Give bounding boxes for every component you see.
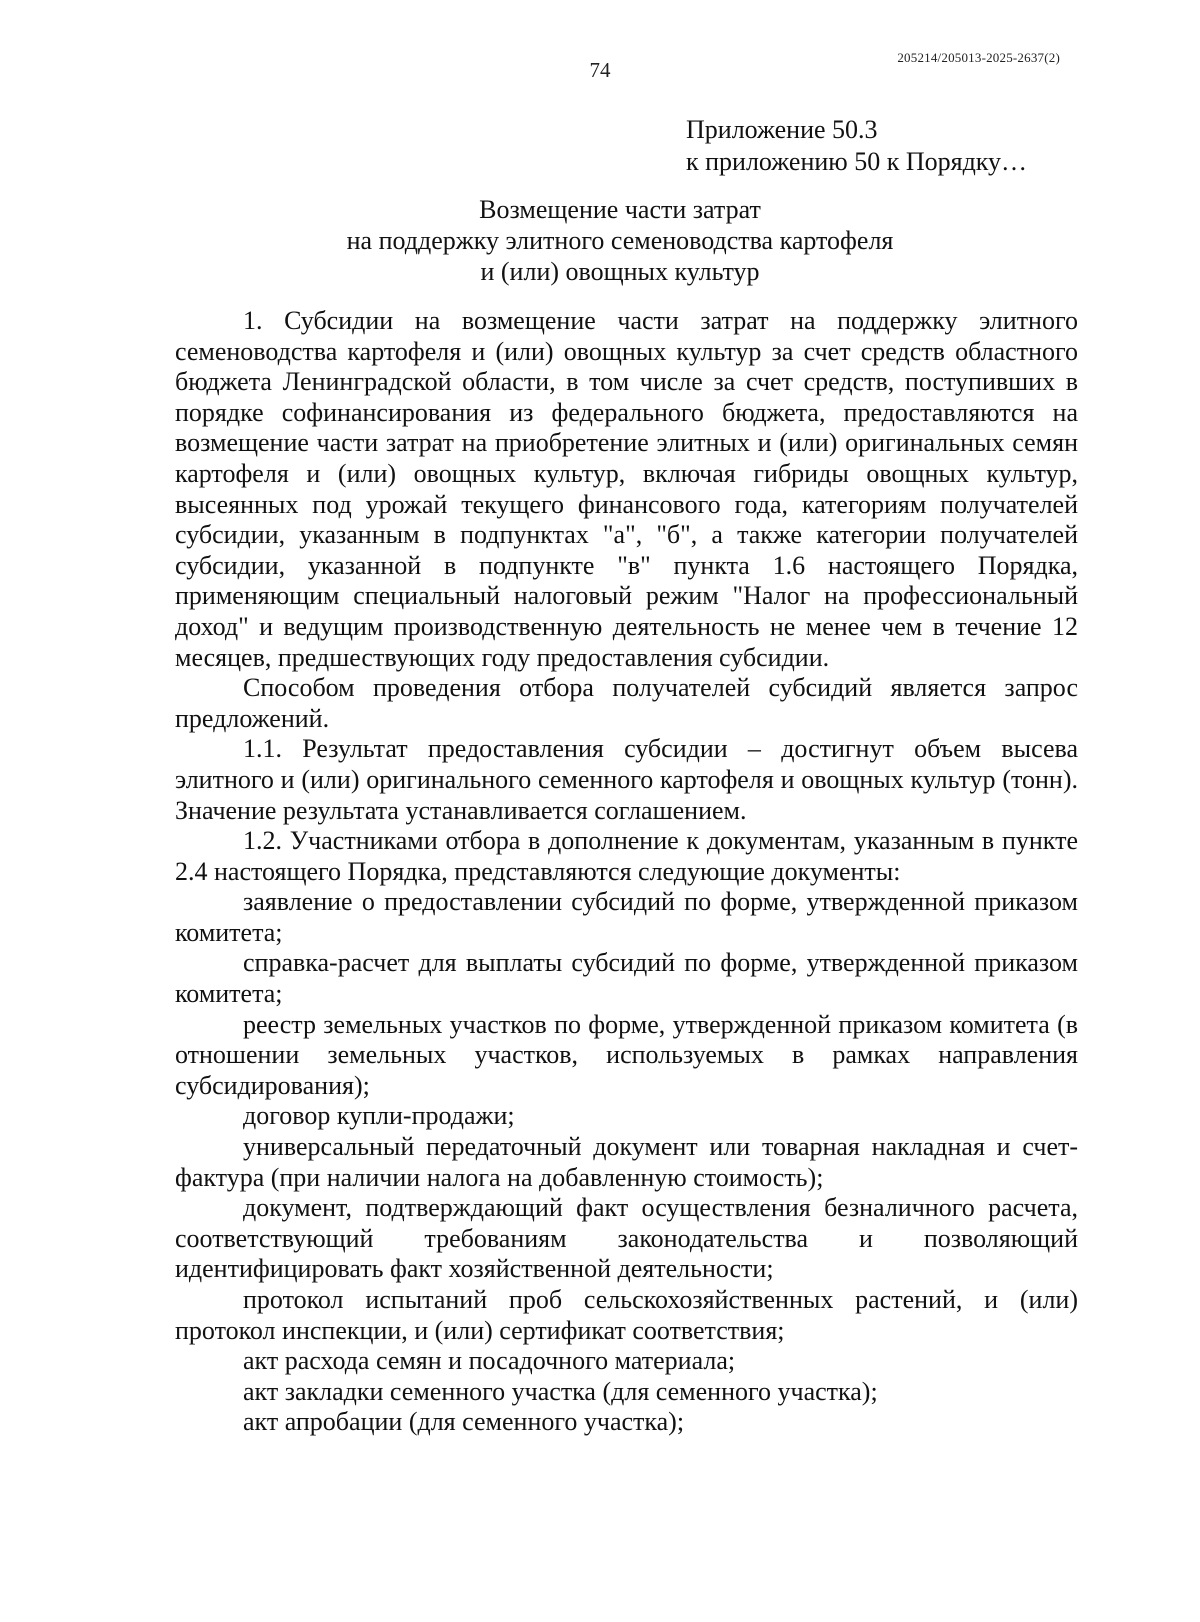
title-line-1: Возмещение части затрат (479, 195, 761, 224)
list-item: универсальный передаточный документ или товарная накладная и счет-фактура (при наличии налога на добавленную стоимость); (175, 1132, 1078, 1192)
document-body (175, 306, 1078, 1438)
list-item: заявление о предоставлении субсидий по форме, утвержденной приказом комитета; (175, 887, 1078, 947)
paragraph-1-1: 1.1. Результат предоставления субсидии – достигнут объем высева элитного и (или) оригинального семенного картофеля и овощных культур (тонн). Значение результата устанавливается соглашением. (175, 734, 1078, 825)
appendix-reference (686, 114, 1027, 178)
paragraph-selection-method: Способом проведения отбора получателей субсидий является запрос предложений. (175, 673, 1078, 733)
list-item: акт апробации (для семенного участка); (243, 1407, 685, 1437)
document-title (300, 194, 940, 287)
appendix-line-1: Приложение 50.3 (686, 115, 878, 144)
appendix-line-2: к приложению 50 к Порядку… (686, 147, 1028, 176)
page-number: 74 (589, 58, 611, 82)
title-line-3: и (или) овощных культур (480, 257, 760, 286)
list-item: документ, подтверждающий факт осуществления безналичного расчета, соответствующий требованиям законодательства и позволяющий идентифицировать факт хозяйственной деятельности; (175, 1193, 1078, 1284)
paragraph-1-2: 1.2. Участниками отбора в дополнение к документам, указанным в пункте 2.4 настоящего Порядка, представляются следующие документы: (175, 826, 1078, 886)
list-item: протокол испытаний проб сельскохозяйственных растений, и (или) протокол инспекции, и (или) сертификат соответствия; (175, 1285, 1078, 1345)
list-item: акт расхода семян и посадочного материала; (243, 1346, 736, 1376)
document-id: 205214/205013-2025-2637(2) (897, 50, 1060, 65)
list-item: справка-расчет для выплаты субсидий по форме, утвержденной приказом комитета; (175, 948, 1078, 1009)
list-item: акт закладки семенного участка (для семенного участка); (243, 1376, 878, 1406)
paragraph-1: 1. Субсидии на возмещение части затрат на поддержку элитного семеноводства картофеля и (или) овощных культур за счет средств областного бюджета Ленинградской области, в том числе за счет средств, поступивших в порядке софинансирования из федерального бюджета, предоставляются на возмещение части затрат на приобретение элитных и (или) оригинальных семян картофеля и (или) овощных культур, включая гибриды овощных культур, высеянных под урожай текущего финансового года, категориям получателей субсидии, указанным в подпунктах "а", "б", а также категории получателей субсидии, указанной в подпункте "в" пункта 1.6 настоящего Порядка, применяющим специальный налоговый режим "Налог на профессиональный доход" и ведущим производственную деятельность не менее чем в течение 12 месяцев, предшествующих году предоставления субсидии. (175, 306, 1078, 672)
title-line-2: на поддержку элитного семеноводства картофеля (346, 226, 894, 255)
list-item: договор купли-продажи; (243, 1101, 515, 1131)
list-item: реестр земельных участков по форме, утвержденной приказом комитета (в отношении земельных участков, используемых в рамках направления субсидирования); (175, 1009, 1078, 1100)
